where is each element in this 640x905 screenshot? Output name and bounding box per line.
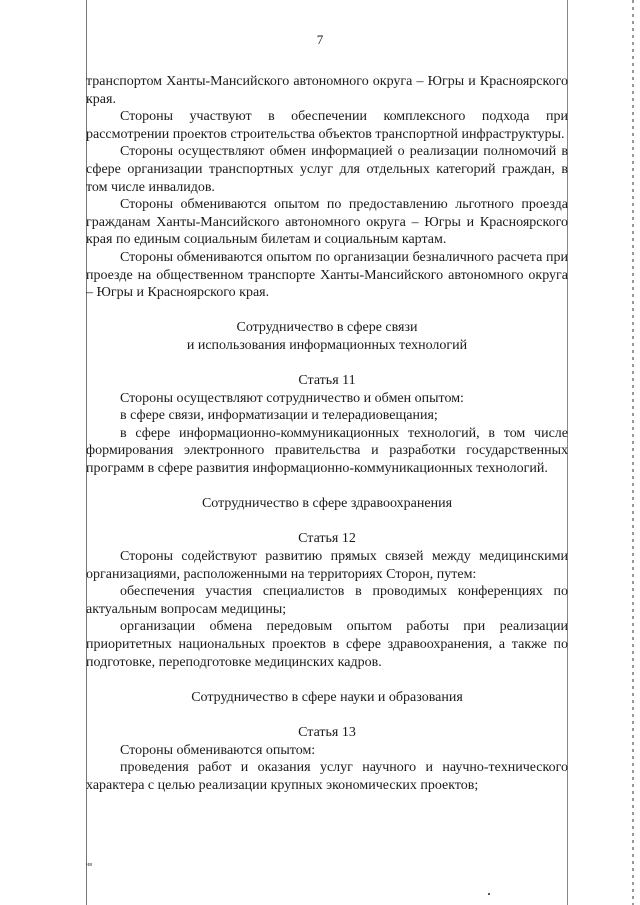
paragraph: организации обмена передовым опытом работы при реализации приоритетных национальных проектов в сфере здравоохранения, а также по подготовке, переподготовке медицинских кадров. bbox=[86, 619, 568, 670]
page-edge-dashes bbox=[632, 0, 634, 905]
paragraph: Стороны обмениваются опытом: bbox=[120, 742, 316, 758]
paragraph: Стороны осуществляют обмен информацией о реализации полномочий в сфере организации транспортных услуг для отдельных категорий граждан, в том числе инвалидов. bbox=[86, 144, 568, 195]
article-title: Статья 11 bbox=[298, 373, 356, 389]
paragraph: проведения работ и оказания услуг научного и научно-технического характера с целью реализации крупных экономических проектов; bbox=[86, 760, 568, 793]
paragraph: транспортом Ханты-Мансийского автономного округа – Югры и Красноярского края. bbox=[86, 74, 568, 107]
paragraph: в сфере информационно-коммуникационных технологий, в том числе формирования электронного правительства и разработки государственных программ в сфере развития информационно-коммуникационных технологий. bbox=[86, 425, 568, 477]
document-body bbox=[86, 73, 568, 794]
paragraph: Стороны обмениваются опытом по предоставлению льготного проезда гражданам Ханты-Мансийского автономного округа – Югры и Красноярского края по единым социальным билетам и социальным картам. bbox=[86, 197, 568, 248]
paragraph: Стороны осуществляют сотрудничество и обмен опытом: bbox=[120, 390, 464, 406]
section-heading-communications: Сотрудничество в сфере связи bbox=[236, 320, 418, 336]
paragraph: в сфере связи, информатизации и телерадиовещания; bbox=[120, 408, 438, 424]
paragraph: Стороны участвуют в обеспечении комплексного подхода при рассмотрении проектов строительства объектов транспортной инфраструктуры. bbox=[86, 109, 568, 142]
section-heading-communications-line2: и использования информационных технологий bbox=[186, 337, 468, 353]
article-title: Статья 12 bbox=[298, 531, 356, 547]
article-title: Статья 13 bbox=[298, 724, 356, 740]
paragraph: Стороны содействуют развитию прямых связей между медицинскими организациями, расположенными на территориях Сторон, путем: bbox=[86, 549, 568, 582]
page-number: 7 bbox=[316, 32, 324, 47]
paragraph: Стороны обмениваются опытом по организации безналичного расчета при проезде на общественном транспорте Ханты-Мансийского автономного округа – Югры и Красноярского края. bbox=[86, 249, 568, 301]
footer-mark: нв bbox=[86, 862, 93, 868]
section-heading-science: Сотрудничество в сфере науки и образования bbox=[191, 689, 463, 705]
scan-speck bbox=[488, 893, 490, 895]
paragraph: обеспечения участия специалистов в проводимых конференциях по актуальным вопросам медицины; bbox=[86, 584, 568, 617]
section-heading-health: Сотрудничество в сфере здравоохранения bbox=[201, 496, 453, 512]
